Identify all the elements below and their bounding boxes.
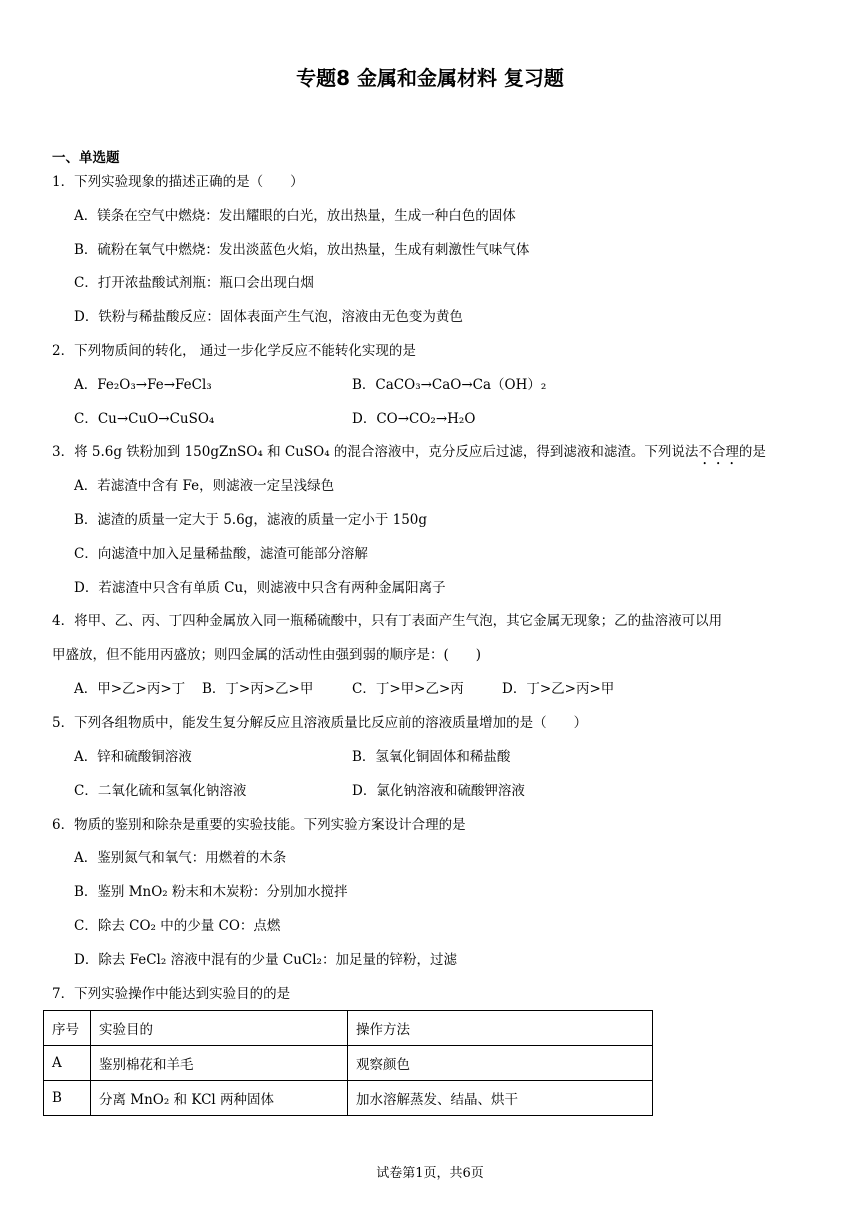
question-1-option-d: D．铁粉与稀盐酸反应：固体表面产生气泡，溶液由无色变为黄色 <box>74 309 463 325</box>
question-1-stem: 1．下列实验现象的描述正确的是（ ） <box>52 174 304 190</box>
question-4-option-d: D．丁>乙>丙>甲 <box>502 681 615 697</box>
question-5-stem: 5．下列各组物质中，能发生复分解反应且溶液质量比反应前的溶液质量增加的是（ ） <box>52 715 588 731</box>
question-4-stem-line1: 4．将甲、乙、丙、丁四种金属放入同一瓶稀硫酸中，只有丁表面产生气泡，其它金属无现象；乙的盐溶液可以用 <box>52 613 723 629</box>
question-4-option-c: C．丁>甲>乙>丙 <box>352 681 464 697</box>
question-5-option-b: B．氢氧化铜固体和稀盐酸 <box>352 749 511 765</box>
table-cell: 分离 MnO₂ 和 KCl 两种固体 <box>91 1081 348 1116</box>
table-header-row <box>44 1011 653 1046</box>
question-4-option-a: A．甲>乙>丙>丁 <box>74 681 186 697</box>
table-row <box>44 1046 653 1081</box>
question-5-option-d: D．氯化钠溶液和硫酸钾溶液 <box>352 783 525 799</box>
table-cell: 鉴别棉花和羊毛 <box>91 1046 348 1081</box>
question-2-option-a: A．Fe₂O₃→Fe→FeCl₃ <box>74 377 212 393</box>
question-6-stem: 6．物质的鉴别和除杂是重要的实验技能。下列实验方案设计合理的是 <box>52 817 466 833</box>
question-1-option-a: A．镁条在空气中燃烧：发出耀眼的白光，放出热量，生成一种白色的固体 <box>74 208 516 224</box>
question-3-stem-end: 的是 <box>738 444 766 460</box>
question-4-stem-line2: 甲盛放，但不能用丙盛放；则四金属的活动性由强到弱的顺序是：( ) <box>52 647 482 663</box>
question-2-option-b: B．CaCO₃→CaO→Ca（OH）₂ <box>352 377 547 393</box>
question-3-emphasis: 不合理 <box>698 444 739 460</box>
table-row <box>44 1081 653 1116</box>
question-5-option-a: A．锌和硫酸铜溶液 <box>74 749 192 765</box>
question-3-option-a: A．若滤渣中含有 Fe，则滤液一定呈浅绿色 <box>74 478 335 494</box>
question-1-option-c: C．打开浓盐酸试剂瓶：瓶口会出现白烟 <box>74 275 314 291</box>
table-header-cell: 实验目的 <box>91 1011 348 1046</box>
page-title: 专题8 金属和金属材料 复习题 <box>296 66 564 90</box>
question-3-stem <box>52 443 766 468</box>
question-1-option-b: B．硫粉在氧气中燃烧：发出淡蓝色火焰，放出热量，生成有刺激性气味气体 <box>74 242 530 258</box>
question-3-option-c: C．向滤渣中加入足量稀盐酸，滤渣可能部分溶解 <box>74 546 368 562</box>
question-5-option-c: C．二氧化硫和氢氧化钠溶液 <box>74 783 247 799</box>
question-2-option-d: D．CO→CO₂→H₂O <box>352 411 476 427</box>
table-header-cell: 序号 <box>44 1011 91 1046</box>
table-cell: 观察颜色 <box>348 1046 653 1081</box>
table-cell: B <box>44 1081 91 1116</box>
question-3-option-d: D．若滤渣中只含有单质 Cu，则滤液中只含有两种金属阳离子 <box>74 580 446 596</box>
question-3-option-b: B．滤渣的质量一定大于 5.6g，滤液的质量一定小于 150g <box>74 512 428 528</box>
question-6-option-c: C．除去 CO₂ 中的少量 CO：点燃 <box>74 918 281 934</box>
question-4-option-b: B．丁>丙>乙>甲 <box>202 681 314 697</box>
question-7-table <box>43 1010 653 1116</box>
question-6-option-a: A．鉴别氮气和氧气：用燃着的木条 <box>74 850 287 866</box>
page-footer: 试卷第1页，共6页 <box>376 1166 484 1181</box>
section-heading: 一、单选题 <box>52 150 120 166</box>
question-6-option-d: D．除去 FeCl₂ 溶液中混有的少量 CuCl₂：加足量的锌粉，过滤 <box>74 952 457 968</box>
table-header-cell: 操作方法 <box>348 1011 653 1046</box>
question-3-stem-text: 3．将 5.6g 铁粉加到 150gZnSO₄ 和 CuSO₄ 的混合溶液中，克分反应后过滤，得到滤液和滤渣。下列说法 <box>52 444 699 460</box>
table-cell: A <box>44 1046 91 1081</box>
question-2-option-c: C．Cu→CuO→CuSO₄ <box>74 411 215 427</box>
table-cell: 加水溶解蒸发、结晶、烘干 <box>348 1081 653 1116</box>
question-7-stem: 7．下列实验操作中能达到实验目的的是 <box>52 986 291 1002</box>
question-6-option-b: B．鉴别 MnO₂ 粉末和木炭粉：分别加水搅拌 <box>74 884 348 900</box>
question-2-stem: 2．下列物质间的转化， 通过一步化学反应不能转化实现的是 <box>52 343 416 359</box>
